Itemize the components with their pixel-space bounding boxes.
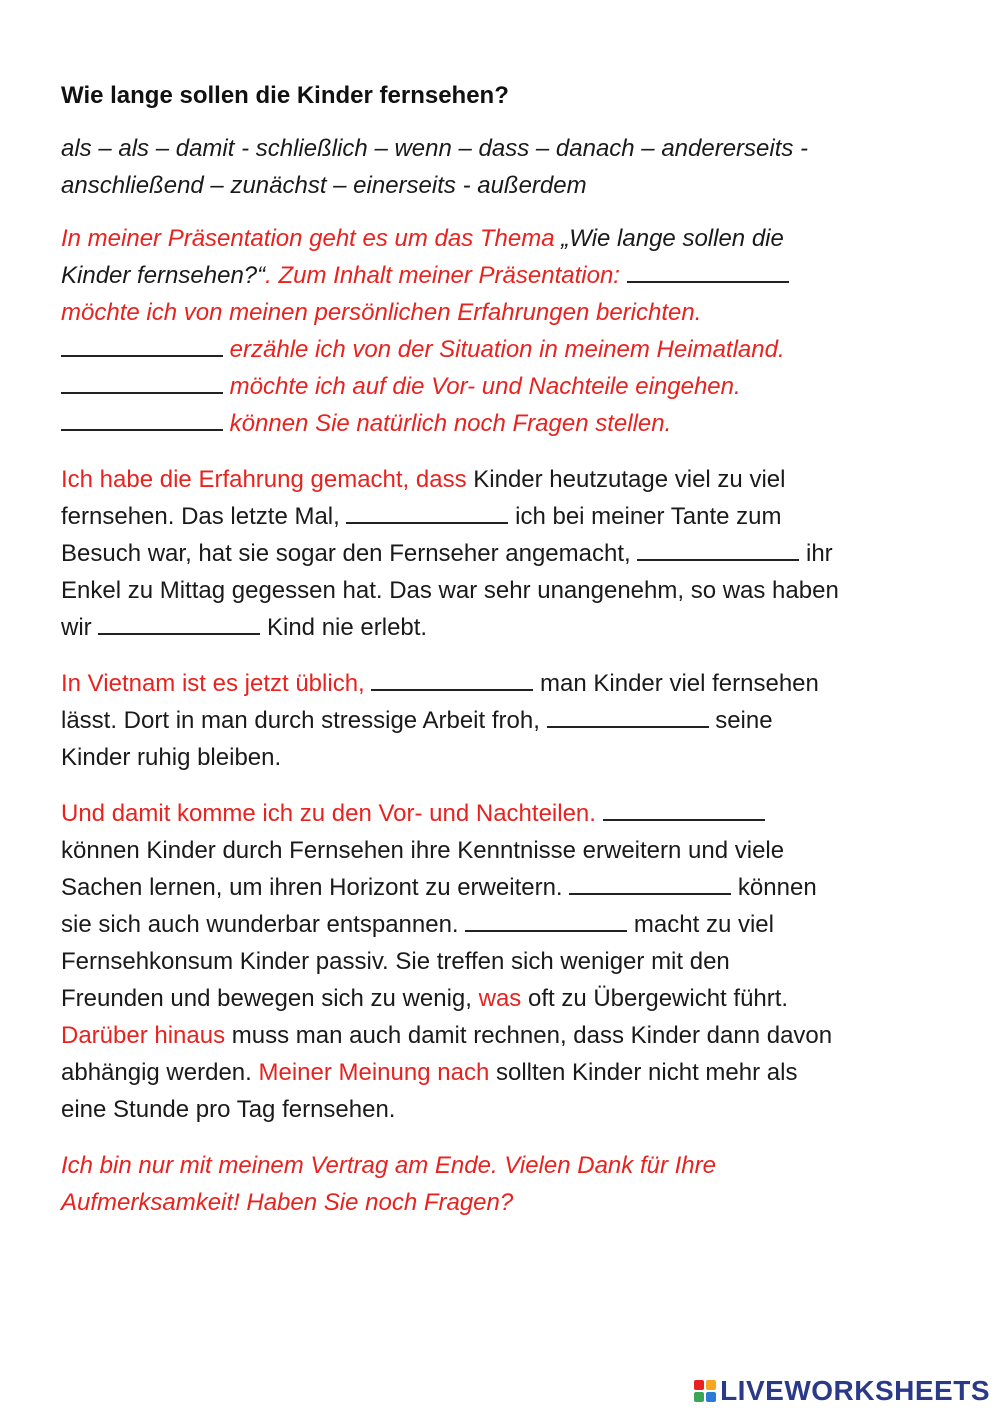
pros-cons-text: Sachen lernen, um ihren Horizont zu erweitern. [61,874,570,901]
pros-cons-text: können Kinder durch Fernsehen ihre Kenntnisse erweitern und viele [61,837,785,864]
liveworksheets-logo-text: LIVEWORKSHEETS [720,1375,990,1406]
vietnam-text: seine [708,707,773,734]
worksheet-title: Wie lange sollen die Kinder fernsehen? [61,82,509,109]
pros-cons-text: eine Stunde pro Tag fernsehen. [61,1096,396,1123]
blank-3-input[interactable] [61,370,223,394]
vietnam-text: lässt. Dort in man durch stressige Arbeit froh, [61,707,547,734]
logo-square-4 [706,1392,716,1402]
paragraph-closing [61,1147,961,1221]
vietnam-phrase: In Vietnam ist es jetzt üblich, [61,670,365,697]
vietnam-text: Kinder ruhig bleiben. [61,744,282,771]
pros-cons-text: abhängig werden. [61,1059,259,1086]
word-bank-line-1: als – als – damit - schließlich – wenn – dass – danach – andererseits - [61,135,809,162]
closing-line-2: Aufmerksamkeit! Haben Sie noch Fragen? [61,1189,514,1216]
intro-topic-quote-end: Kinder fernsehen?“ [61,262,266,289]
intro-topic-quote: „Wie lange sollen die [561,225,784,252]
logo-square-1 [694,1380,704,1390]
blank-5-input[interactable] [346,500,508,524]
pros-cons-text: Freunden und bewegen sich zu wenig, [61,985,479,1012]
blank-8-input[interactable] [371,667,533,691]
experience-text: Enkel zu Mittag gegessen hat. Das war sehr unangenehm, so was haben [61,577,839,604]
experience-text: fernsehen. Das letzte Mal, [61,503,347,530]
intro-text-situation: erzähle ich von der Situation in meinem Heimatland. [223,336,785,363]
blank-12-input[interactable] [465,908,627,932]
experience-text: ich bei meiner Tante zum [508,503,782,530]
experience-text: Kind nie erlebt. [260,614,428,641]
intro-text-questions: können Sie natürlich noch Fragen stellen. [223,410,672,437]
pros-cons-phrase-was: was [478,985,522,1012]
pros-cons-phrase-darueber: Darüber hinaus [61,1022,226,1049]
logo-square-2 [706,1380,716,1390]
blank-6-input[interactable] [637,537,799,561]
blank-9-input[interactable] [547,704,709,728]
liveworksheets-logo [694,1375,990,1407]
vietnam-text: man Kinder viel fernsehen [533,670,819,697]
pros-cons-text: muss man auch damit rechnen, dass Kinder dann davon [225,1022,833,1049]
blank-7-input[interactable] [98,611,260,635]
intro-text-pros-cons: möchte ich auf die Vor- und Nachteile eingehen. [223,373,741,400]
paragraph-vietnam [61,665,961,776]
blank-1-input[interactable] [627,259,789,283]
liveworksheets-logo-icon [694,1380,716,1402]
experience-phrase: Ich habe die Erfahrung gemacht, dass [61,466,467,493]
pros-cons-phrase-meinung: Meiner Meinung nach [258,1059,490,1086]
paragraph-introduction [61,220,961,442]
intro-text-experiences: möchte ich von meinen persönlichen Erfahrungen berichten. [61,299,702,326]
pros-cons-text: sie sich auch wunderbar entspannen. [61,911,466,938]
blank-11-input[interactable] [569,871,731,895]
pros-cons-text: sollten Kinder nicht mehr als [489,1059,798,1086]
worksheet-page [61,78,961,1240]
pros-cons-text: oft zu Übergewicht führt. [521,985,789,1012]
experience-text: Kinder heutzutage viel zu viel [466,466,786,493]
closing-line-1: Ich bin nur mit meinem Vertrag am Ende. Vielen Dank für Ihre [61,1152,716,1179]
blank-10-input[interactable] [603,797,765,821]
paragraph-pros-cons [61,795,961,1128]
word-bank-line-2: anschließend – zunächst – einerseits - außerdem [61,172,587,199]
pros-cons-phrase: Und damit komme ich zu den Vor- und Nachteilen. [61,800,596,827]
pros-cons-text: Fernsehkonsum Kinder passiv. Sie treffen sich weniger mit den [61,948,730,975]
pros-cons-text: macht zu viel [627,911,774,938]
paragraph-experience [61,461,961,646]
word-bank [61,130,961,204]
blank-4-input[interactable] [61,407,223,431]
experience-text: wir [61,614,99,641]
logo-square-3 [694,1392,704,1402]
pros-cons-text: können [731,874,817,901]
experience-text: Besuch war, hat sie sogar den Fernseher angemacht, [61,540,638,567]
blank-2-input[interactable] [61,333,223,357]
intro-content-text: . Zum Inhalt meiner Präsentation: [265,262,627,289]
experience-text: ihr [799,540,833,567]
intro-text: In meiner Präsentation geht es um das Thema [61,225,562,252]
